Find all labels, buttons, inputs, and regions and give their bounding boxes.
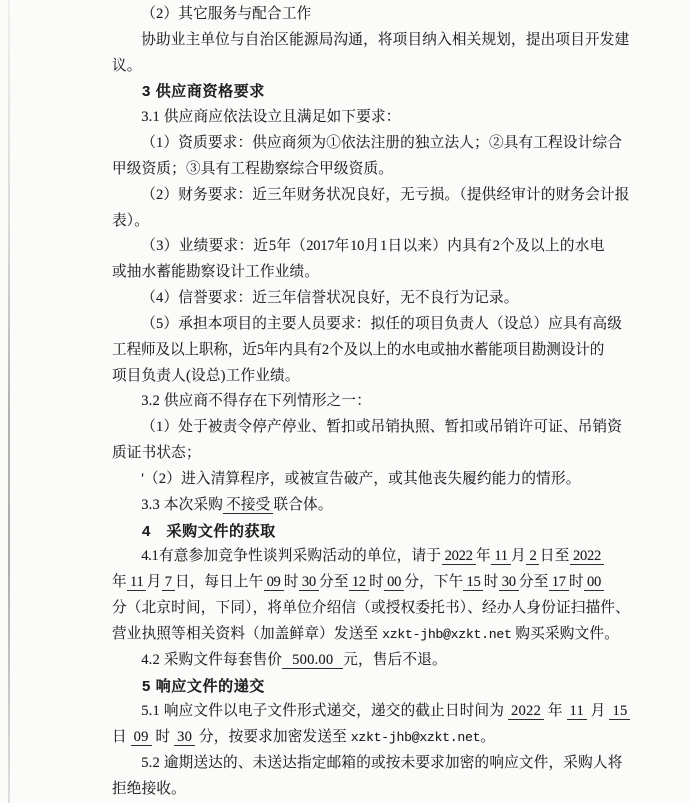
text-run: （2）其它服务与配合工作 (141, 6, 312, 22)
document-line (112, 183, 630, 209)
text-run: 营业执照等相关资料（加盖鲜章）发送至 (112, 625, 383, 642)
document-content (112, 2, 630, 803)
text-run: 议。 (112, 57, 142, 74)
text-run: （5）承担本项目的主要人员要求：拟任的项目负责人（设总）应具有高级 (141, 315, 623, 332)
underlined-value: 12 (349, 574, 369, 591)
document-line (112, 596, 630, 622)
document-line (112, 699, 628, 725)
text-run: 时 (151, 729, 175, 746)
text-run: 日，每日上午 (174, 574, 264, 591)
document-line (112, 286, 604, 312)
text-run: 时 (283, 574, 299, 591)
text-run: 4.2 采购文件每套售价 (141, 651, 283, 668)
document-line (112, 105, 604, 131)
text-run: （2）财务要求：近三年财务状况良好，无亏损。（提供经审计的财务会计报 (141, 186, 630, 203)
text-run: 4.1 有意参加竞争性谈判采购活动的单位，请于 (141, 548, 442, 565)
document-line (112, 777, 604, 803)
text-run: 分至 (318, 574, 349, 591)
underlined-value: 500.00 (282, 652, 343, 669)
document-line (112, 493, 604, 519)
document-line (112, 544, 604, 570)
text-run: 拒绝接收。 (112, 780, 186, 797)
text-run: 协助业主单位与自治区能源局沟通，将项目纳入相关规划，提出项目开发建 (141, 31, 630, 48)
text-run: 3 供应商资格要求 (142, 83, 265, 101)
text-run: 项目负责人(设总)工作业绩。 (112, 367, 300, 384)
document-line (112, 441, 604, 467)
underlined-value: 7 (162, 574, 175, 591)
underlined-value: 11 (127, 574, 146, 591)
text-run: 表）。 (112, 212, 150, 229)
document-line (112, 364, 604, 390)
document-line (112, 751, 623, 777)
underlined-value: 00 (384, 574, 404, 591)
document-line (112, 338, 604, 364)
text-run: '（2）进入清算程序，或被宣告破产，或其他丧失履约能力的情形。 (141, 470, 581, 487)
text-run: 质证书状态； (112, 445, 201, 462)
underlined-value: 2 (526, 548, 539, 565)
text-run: （3）业绩要求：近 5 年（2017 年 10 月 1 日以来）内具有 2 个及以上的水电 (141, 238, 604, 255)
text-run: 。 (480, 729, 496, 746)
document-line (112, 79, 604, 105)
email-address: xzkt-jhb@xzkt.net (382, 626, 512, 642)
underlined-value: 15 (609, 703, 630, 720)
text-run: 元，售后不退。 (343, 651, 447, 668)
text-run: 分（北京时间，下同），将单位介绍信（或授权委托书）、经办人身份证扫描件、 (112, 600, 630, 617)
text-run: 5.1 响应文件以电子文件形式递交，递交的截止日时间为 (141, 703, 508, 720)
text-run: 3.1 供应商应依法设立且满足如下要求： (141, 109, 401, 126)
underlined-value: 2022 (570, 548, 604, 565)
underlined-value: 15 (463, 574, 483, 591)
text-run: 年 (544, 703, 567, 720)
document-line (112, 467, 604, 493)
text-run: 年 (112, 574, 127, 591)
document-line (112, 28, 630, 54)
underlined-value: 不接受 (223, 497, 273, 514)
text-run: 购买采购文件。 (511, 625, 619, 642)
text-run: 时 (483, 574, 499, 591)
text-run: 分，按要求加密发送至 (195, 729, 351, 746)
text-run: 分，下午 (404, 574, 464, 591)
scan-edge-line (8, 0, 10, 803)
text-run: 5 响应文件的递交 (142, 677, 265, 695)
text-run: 联合体。 (273, 496, 333, 513)
text-run: （1）资质要求：供应商须为①依法注册的独立法人；②具有工程设计综合 (141, 135, 623, 152)
text-run: 日至 (539, 548, 570, 565)
underlined-value: 09 (131, 729, 152, 746)
underlined-value: 30 (499, 574, 519, 591)
underlined-value: 30 (299, 574, 319, 591)
document-line (112, 570, 604, 596)
text-run: 4 采购文件的获取 (142, 522, 276, 540)
document-line (112, 131, 623, 157)
text-run: 工程师及以上职称，近 5 年内具有 2 个及以上的水电或抽水蓄能项目勘测设计的 (112, 341, 604, 358)
underlined-value: 09 (264, 574, 284, 591)
document-line (112, 725, 604, 751)
text-run: 5.2 逾期送达的、未送达指定邮箱的或按未要求加密的响应文件，采购人将 (141, 755, 623, 772)
underlined-value: 2022 (508, 703, 544, 720)
email-address: xzkt-jhb@xzkt.net (350, 730, 481, 746)
document-line (112, 648, 604, 674)
document-line (112, 209, 604, 235)
document-line (112, 674, 604, 700)
text-run: 月 (510, 548, 527, 565)
text-run: 月 (586, 703, 610, 720)
text-run: （4）信誉要求：近三年信誉状况良好，无不良行为记录。 (141, 290, 519, 307)
underlined-value: 11 (567, 703, 587, 720)
underlined-value: 30 (174, 729, 195, 746)
document-line (112, 519, 604, 545)
underlined-value: 17 (549, 574, 569, 591)
underlined-value: 00 (584, 574, 604, 591)
text-run: 3.2 供应商不得存在下列情形之一： (141, 393, 371, 410)
document-line (112, 312, 623, 338)
text-run: 或抽水蓄能勘察设计工作业绩。 (112, 264, 320, 281)
text-run: 年 (475, 548, 492, 565)
text-run: 月 (146, 574, 162, 591)
text-run: 日 (112, 729, 131, 746)
document-line (112, 54, 604, 80)
text-run: 3.3 本次采购 (141, 496, 224, 513)
text-run: （1）处于被责令停产停业、暂扣或吊销执照、暂扣或吊销许可证、吊销资 (141, 419, 623, 436)
text-run: 甲级资质；③具有工程勘察综合甲级资质。 (112, 160, 394, 177)
document-line (112, 260, 604, 286)
underlined-value: 2022 (442, 548, 476, 565)
document-line (112, 2, 604, 28)
document-line (112, 415, 623, 441)
underlined-value: 11 (491, 548, 510, 565)
text-run: 时 (568, 574, 584, 591)
text-run: 时 (368, 574, 385, 591)
document-line (112, 622, 619, 648)
text-run: 分至 (518, 574, 549, 591)
document-line (112, 157, 604, 183)
document-line (112, 389, 604, 415)
document-line (112, 234, 604, 260)
